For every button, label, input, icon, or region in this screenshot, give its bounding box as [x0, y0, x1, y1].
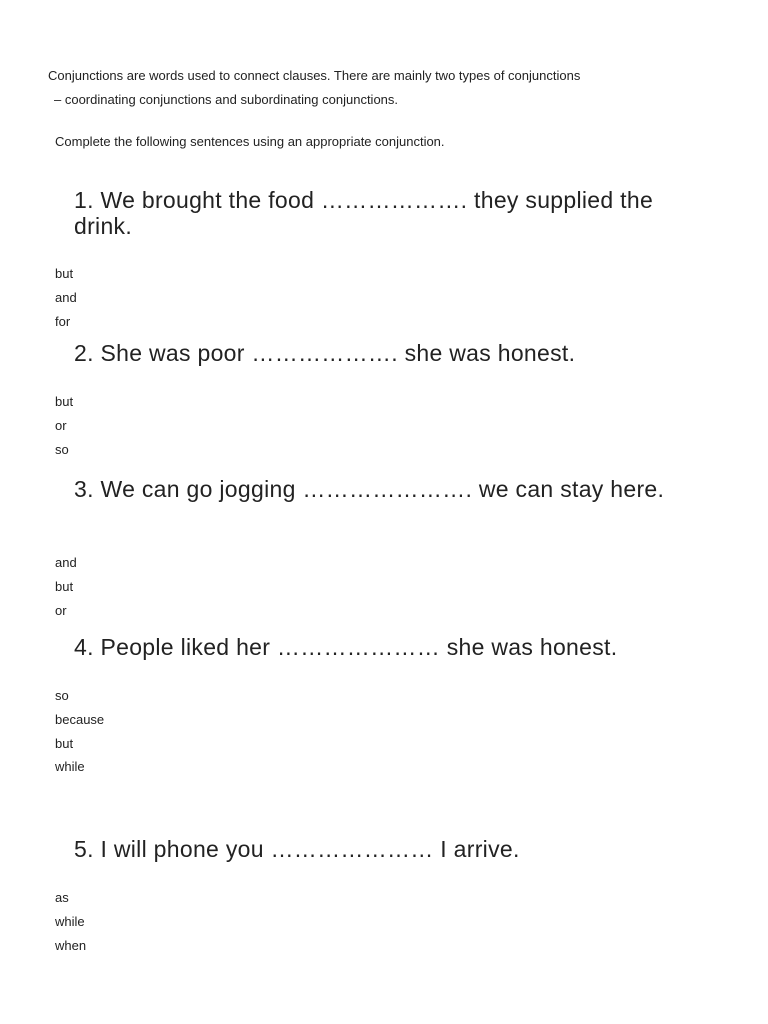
option-item: and	[55, 289, 77, 305]
option-item: so	[55, 688, 69, 703]
option-item: as	[55, 890, 69, 905]
option-item: while	[55, 913, 85, 929]
question-2: 2. She was poor ………………. she was honest.	[74, 340, 576, 366]
option-item: so	[55, 441, 69, 457]
intro-line-1: Conjunctions are words used to connect clauses. There are mainly two types of conjunctions	[48, 68, 581, 83]
option-item: or	[55, 602, 67, 618]
option-item: but	[55, 266, 74, 281]
question-3: 3. We can go jogging …………………. we can stay here.	[74, 476, 665, 502]
option-item: because	[55, 711, 105, 727]
option-item: but	[55, 394, 74, 409]
question-4-options	[55, 684, 104, 779]
option-item: or	[55, 417, 67, 433]
question-1-options	[55, 262, 77, 333]
option-item: for	[55, 313, 71, 329]
question-1: 1. We brought the food ………………. they supplied the drink.	[74, 187, 654, 239]
intro-line-2: – coordinating conjunctions and subordinating conjunctions.	[54, 92, 399, 107]
intro-paragraph	[48, 64, 728, 112]
question-2-options	[55, 390, 73, 461]
instruction-text: Complete the following sentences using an appropriate conjunction.	[55, 134, 445, 149]
option-item: when	[55, 937, 87, 953]
question-4: 4. People liked her ………………… she was honest.	[74, 634, 618, 660]
option-item: but	[55, 735, 74, 751]
option-item: and	[55, 555, 77, 570]
option-item: but	[55, 578, 74, 594]
question-3-options	[55, 551, 77, 622]
option-item: while	[55, 759, 85, 775]
question-5-options	[55, 886, 86, 957]
question-5: 5. I will phone you ………………… I arrive.	[74, 836, 520, 862]
